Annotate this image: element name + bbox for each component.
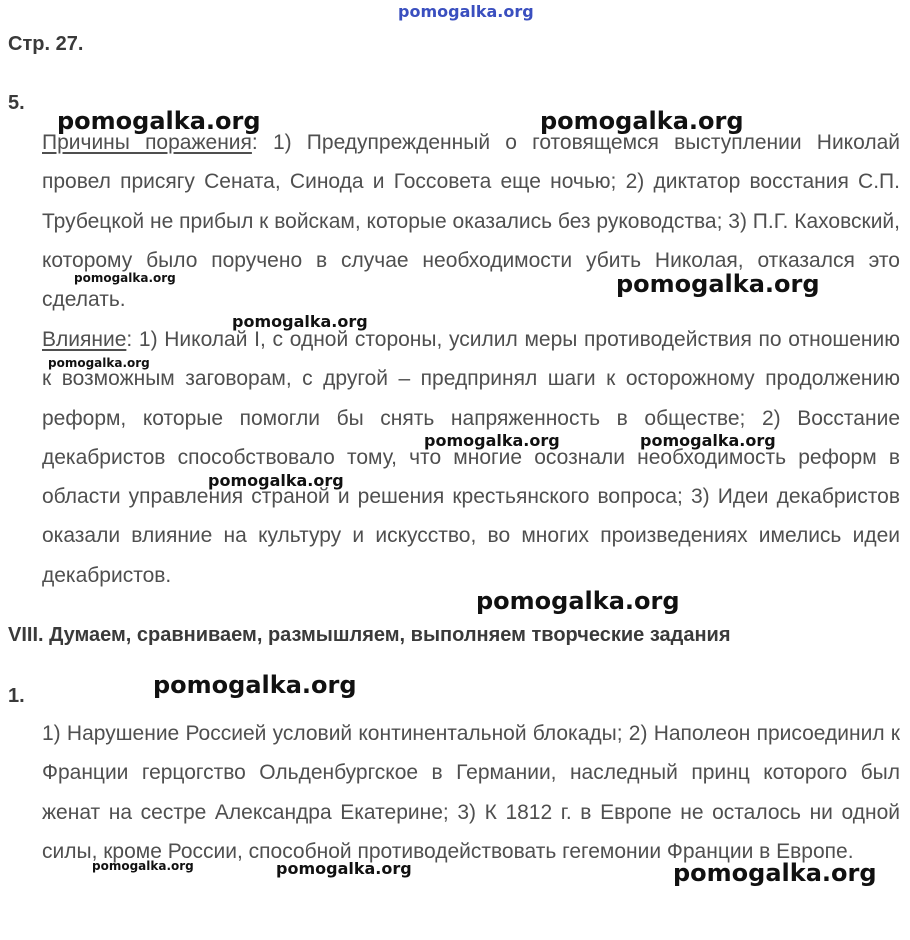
watermark: pomogalka.org — [640, 431, 776, 450]
causes-label: Причины поражения — [42, 131, 252, 154]
watermark: pomogalka.org — [476, 587, 680, 615]
causes-text: : 1) Предупрежденный о готовящемся выступлении Николай провел присягу Сената, Синода и Госсовета еще ночью; 2) диктатор восстания С.П. Трубецкой не прибыл к войскам, которые оказались без руководства; 3) П.Г. Каховский, которому было поручено в случае необходимости убить Николая, отказался это сделать. — [42, 131, 900, 312]
watermark: pomogalka.org — [92, 859, 194, 873]
watermark: pomogalka.org — [48, 356, 150, 370]
watermark: pomogalka.org — [153, 671, 357, 699]
section-title: VIII. Думаем, сравниваем, размышляем, выполняем творческие задания — [8, 624, 731, 646]
influence-label: Влияние — [42, 328, 127, 351]
task-5-influence-paragraph — [42, 320, 900, 595]
influence-text: : 1) Николай I, с одной стороны, усилил меры противодействия по отношению к возможным заговорам, с другой – предпринял шаги к осторожному продолжению реформ, которые помогли бы снять напряженность в обществе; 2) Восстание декабристов способствовало тому, что многие осознали необходимость реформ в области управления страной и решения крестьянского вопроса; 3) Идеи декабристов оказали влияние на культуру и искусство, во многих произведениях имелись идеи декабристов. — [42, 328, 900, 587]
watermark: pomogalka.org — [424, 431, 560, 450]
watermark: pomogalka.org — [57, 107, 261, 135]
watermark: pomogalka.org — [208, 471, 344, 490]
watermark-top: pomogalka.org — [398, 2, 534, 21]
watermark: pomogalka.org — [276, 859, 412, 878]
watermark: pomogalka.org — [673, 859, 877, 887]
watermark: pomogalka.org — [74, 271, 176, 285]
page-label: Стр. 27. — [8, 33, 84, 55]
watermark: pomogalka.org — [540, 107, 744, 135]
task-5-number: 5. — [8, 92, 25, 114]
task-1-paragraph: 1) Нарушение Россией условий континентальной блокады; 2) Наполеон присоединил к Франции герцогство Ольденбургское в Германии, наследный принц которого был женат на сестре Александра Екатерине; 3) К 1812 г. в Европе не осталось ни одной силы, кроме России, способной противодействовать гегемонии Франции в Европе. — [42, 722, 900, 863]
watermark: pomogalka.org — [232, 312, 368, 331]
watermark: pomogalka.org — [616, 270, 820, 298]
task-1-number: 1. — [8, 685, 25, 707]
